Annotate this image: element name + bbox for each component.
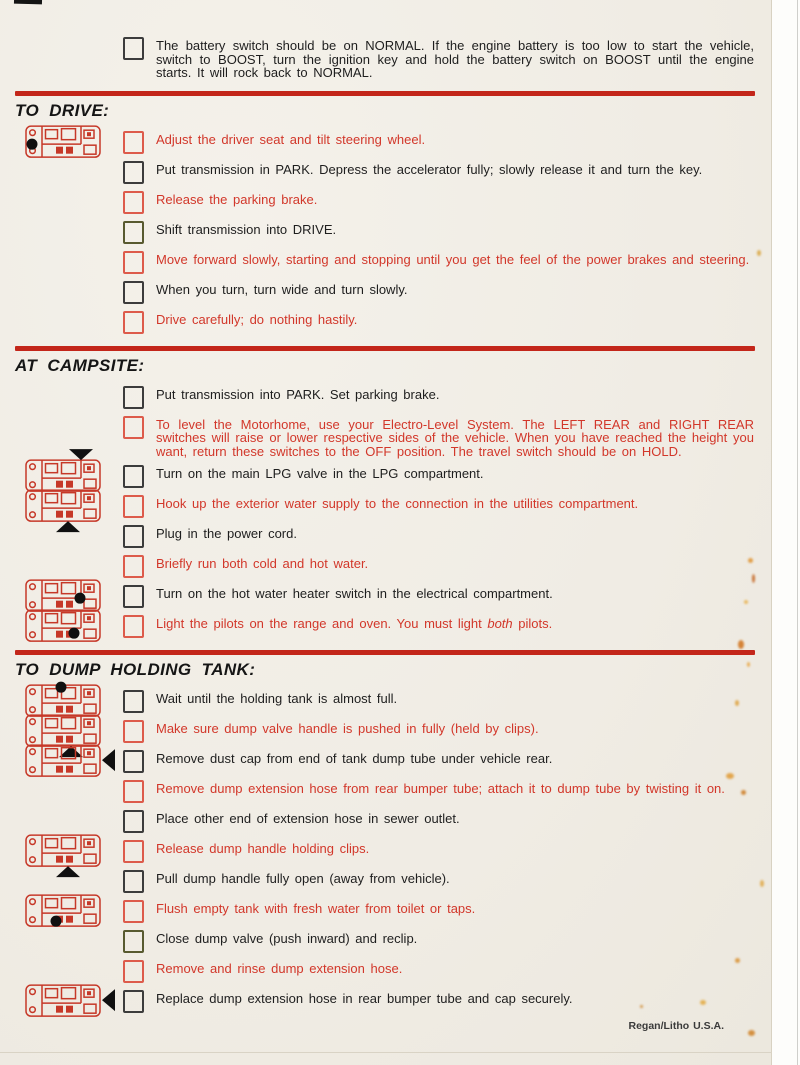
scanbed-edge xyxy=(797,0,798,1065)
checkbox[interactable] xyxy=(123,555,144,578)
dot-location-marker xyxy=(56,682,67,693)
item-text: Flush empty tank with fresh water from toilet or taps. xyxy=(156,900,476,916)
stain xyxy=(640,1005,643,1008)
checkbox[interactable] xyxy=(123,281,144,304)
checklist-item xyxy=(0,690,771,714)
motorhome-floorplan-icon xyxy=(25,894,101,927)
checklist-item xyxy=(0,281,771,305)
item-text: Move forward slowly, starting and stopping until you get the feel of the power brakes and steering. xyxy=(156,251,750,267)
motorhome-floorplan-icon xyxy=(25,609,101,642)
item-text: Place other end of extension hose in sewer outlet. xyxy=(156,810,460,826)
checkbox[interactable] xyxy=(123,251,144,274)
tri-left-location-marker xyxy=(102,989,115,1011)
checkbox[interactable] xyxy=(123,465,144,488)
dot-location-marker xyxy=(68,628,79,639)
checklist-item xyxy=(0,840,771,864)
motorhome-floorplan-icon xyxy=(25,744,101,777)
checklist-item xyxy=(0,525,771,549)
checkbox[interactable] xyxy=(123,840,144,863)
section-divider-rule xyxy=(15,91,755,96)
checklist-item xyxy=(0,251,771,275)
checkbox[interactable] xyxy=(123,191,144,214)
checklist-section xyxy=(0,91,771,335)
item-text: Put transmission in PARK. Depress the accelerator fully; slowly release it and turn the key. xyxy=(156,161,703,177)
checklist-section xyxy=(0,346,771,639)
checklist-item xyxy=(0,465,771,489)
checklist-item xyxy=(0,311,771,335)
checkbox[interactable] xyxy=(123,131,144,154)
checklist-section xyxy=(0,650,771,1014)
item-text: Briefly run both cold and hot water. xyxy=(156,555,369,571)
checkbox[interactable] xyxy=(123,37,144,60)
item-text: Shift transmission into DRIVE. xyxy=(156,221,337,237)
section-title: AT CAMPSITE: xyxy=(15,355,145,375)
item-text: To level the Motorhome, use your Electro-Level System. The LEFT REAR and RIGHT REAR switches will raise or lower respective sides of the vehicle. When you have reached the height you want, return these switches to the OFF position. The travel switch should be on HOLD. xyxy=(156,416,754,459)
item-text: Make sure dump valve handle is pushed in fully (held by clips). xyxy=(156,720,539,736)
checklist-item xyxy=(0,585,771,609)
stain xyxy=(735,958,740,963)
stain xyxy=(747,662,750,667)
checkbox[interactable] xyxy=(123,690,144,713)
checkbox[interactable] xyxy=(123,930,144,953)
checkbox[interactable] xyxy=(123,810,144,833)
item-text: Hook up the exterior water supply to the connection in the utilities compartment. xyxy=(156,495,639,511)
stain xyxy=(738,640,744,649)
section-title: TO DRIVE: xyxy=(15,100,110,120)
checklist-item xyxy=(0,750,771,774)
tri-down-location-marker xyxy=(69,449,93,460)
motorhome-floorplan-icon xyxy=(25,984,101,1017)
section-divider-rule xyxy=(15,650,755,655)
section-title: TO DUMP HOLDING TANK: xyxy=(15,659,256,679)
checklist-item xyxy=(0,555,771,579)
item-text: Turn on the hot water heater switch in the electrical compartment. xyxy=(156,585,553,601)
dot-location-marker xyxy=(51,916,62,927)
item-text: Pull dump handle fully open (away from vehicle). xyxy=(156,870,450,886)
checkbox[interactable] xyxy=(123,870,144,893)
checklist-item xyxy=(0,131,771,155)
motorhome-floorplan-icon xyxy=(25,834,101,867)
stain xyxy=(748,1030,755,1036)
stain xyxy=(741,790,746,795)
checklist-item xyxy=(0,386,771,410)
checklist-item-battery xyxy=(0,37,771,80)
item-text: When you turn, turn wide and turn slowly. xyxy=(156,281,408,297)
item-text: Drive carefully; do nothing hastily. xyxy=(156,311,358,327)
item-text: Release the parking brake. xyxy=(156,191,318,207)
item-text: Turn on the main LPG valve in the LPG compartment. xyxy=(156,465,484,481)
checklist-item xyxy=(0,930,771,954)
item-text: Remove dump extension hose from rear bumper tube; attach it to dump tube by twisting it on. xyxy=(156,780,725,796)
item-text: Remove and rinse dump extension hose. xyxy=(156,960,403,976)
motorhome-floorplan-icon xyxy=(25,459,101,492)
checkbox[interactable] xyxy=(123,615,144,638)
checklist-item xyxy=(0,900,771,924)
dot-location-marker xyxy=(26,139,37,150)
stain xyxy=(760,880,764,887)
stain xyxy=(748,558,753,563)
checkbox[interactable] xyxy=(123,750,144,773)
item-text: Put transmission into PARK. Set parking brake. xyxy=(156,386,440,402)
checklist-item xyxy=(0,780,771,804)
checkbox[interactable] xyxy=(123,780,144,803)
dot-location-marker xyxy=(74,593,85,604)
motorhome-floorplan-icon xyxy=(25,684,101,717)
sections xyxy=(0,91,771,1014)
checkbox[interactable] xyxy=(123,900,144,923)
section-rows xyxy=(0,386,771,639)
checklist-item xyxy=(0,615,771,639)
stain xyxy=(735,700,739,706)
checklist-item xyxy=(0,870,771,894)
stain xyxy=(744,600,748,604)
motorhome-floorplan-icon xyxy=(25,489,101,522)
checklist-item xyxy=(0,720,771,744)
checkbox[interactable] xyxy=(123,960,144,983)
stain xyxy=(700,1000,706,1005)
checkbox[interactable] xyxy=(123,585,144,608)
checkbox[interactable] xyxy=(123,386,144,409)
item-text: Replace dump extension hose in rear bumper tube and cap securely. xyxy=(156,990,573,1006)
tri-left-location-marker xyxy=(102,749,115,771)
checkbox[interactable] xyxy=(123,495,144,518)
checklist-item xyxy=(0,191,771,215)
checkbox[interactable] xyxy=(123,720,144,743)
motorhome-floorplan-icon xyxy=(25,125,101,158)
stain xyxy=(726,773,734,779)
checklist-item xyxy=(0,221,771,245)
stain xyxy=(757,250,761,256)
item-text: Light the pilots on the range and oven. You must light both pilots. xyxy=(156,615,553,631)
checklist-item xyxy=(0,416,771,459)
section-rows xyxy=(0,690,771,1014)
motorhome-floorplan-icon xyxy=(25,714,101,747)
checklist-item xyxy=(0,161,771,185)
checkbox[interactable] xyxy=(123,416,144,439)
checkbox[interactable] xyxy=(123,525,144,548)
checklist-item xyxy=(0,495,771,519)
item-text: Plug in the power cord. xyxy=(156,525,297,541)
stain xyxy=(752,574,755,583)
motorhome-floorplan-icon xyxy=(25,579,101,612)
item-text: Release dump handle holding clips. xyxy=(156,840,370,856)
section-divider-rule xyxy=(15,346,755,351)
item-text: The battery switch should be on NORMAL. If the engine battery is too low to start the vehicle, switch to BOOST, turn the ignition key and hold the battery switch on BOOST until the engine starts. It will rock back to NORMAL. xyxy=(156,38,754,81)
checklist-item xyxy=(0,960,771,984)
item-text: Remove dust cap from end of tank dump tube under vehicle rear. xyxy=(156,750,553,766)
item-text: Close dump valve (push inward) and reclip. xyxy=(156,930,418,946)
checklist-item xyxy=(0,810,771,834)
checkbox[interactable] xyxy=(123,161,144,184)
section-rows xyxy=(0,131,771,335)
item-text: Wait until the holding tank is almost full. xyxy=(156,690,398,706)
paper-crease xyxy=(0,1052,772,1053)
checklist-item xyxy=(0,990,771,1014)
checkbox[interactable] xyxy=(123,990,144,1013)
checkbox[interactable] xyxy=(123,311,144,334)
item-text: Adjust the driver seat and tilt steering wheel. xyxy=(156,131,426,147)
checkbox[interactable] xyxy=(123,221,144,244)
printer-credit: Regan/Litho U.S.A. xyxy=(628,1019,724,1032)
